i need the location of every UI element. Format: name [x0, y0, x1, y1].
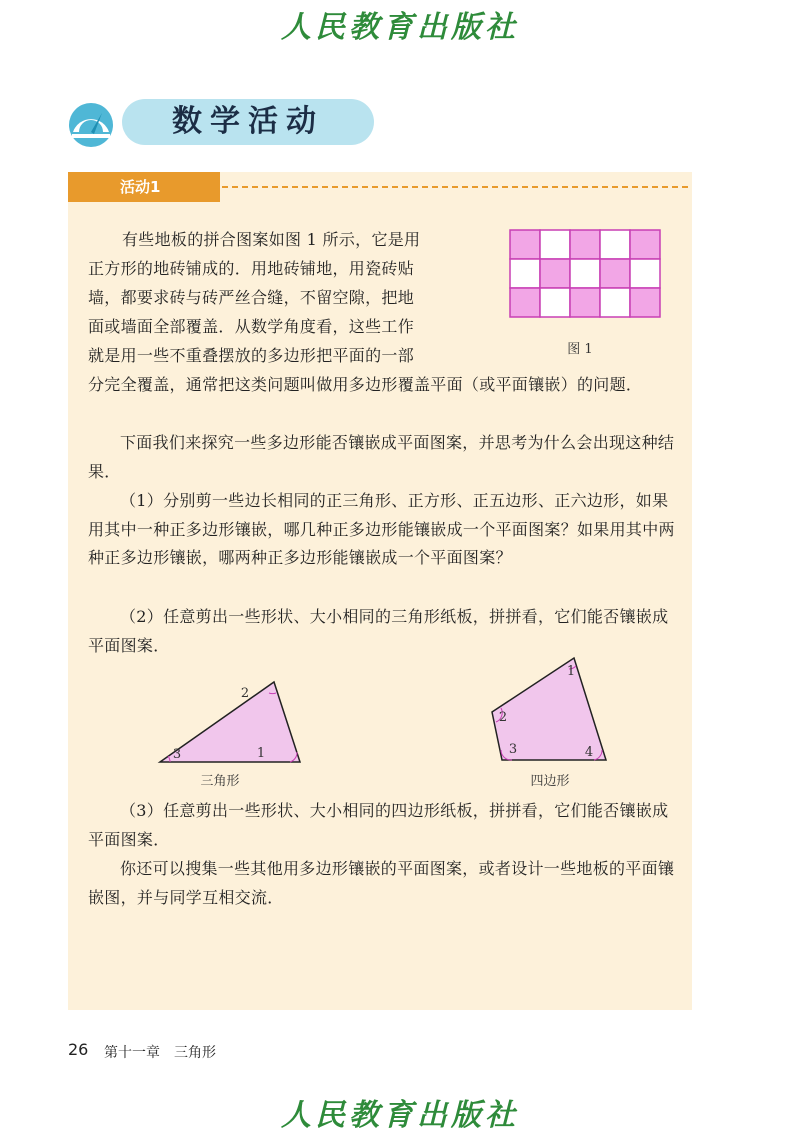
intro-continued: 分完全覆盖，通常把这类问题叫做用多边形覆盖平面（或平面镶嵌）的问题．	[88, 375, 643, 394]
quad-angle-3: 3	[508, 742, 518, 757]
intro-line-1: 有些地板的拼合图案如图 1 所示，它是用	[122, 230, 421, 249]
floor-tile	[510, 288, 540, 317]
task-3: （3）任意剪出一些形状、大小相同的四边形纸板，拼拼看，它们能否镶嵌成平面图案．	[88, 801, 669, 849]
intro-line-4: 面或墙面全部覆盖．从数学角度看，这些工作	[88, 317, 415, 336]
quad-angle-2: 2	[498, 710, 508, 725]
task-1: （1）分别剪一些边长相同的正三角形、正方形、正五边形、正六边形，如果用其中一种正多边形镶嵌，哪几种正多边形能镶嵌成一个平面图案？如果用其中两种正多边形镶嵌，哪两种正多边形能镶嵌成一个平面图案？	[88, 491, 675, 567]
floor-tile	[630, 259, 660, 288]
chapter-title: 三角形	[174, 1045, 216, 1061]
activity-icon	[66, 98, 116, 148]
chapter-label: 第十一章	[104, 1045, 160, 1061]
intro-line-3: 墙，都要求砖与砖严丝合缝，不留空隙，把地	[88, 288, 415, 307]
section-title: 数学活动	[172, 104, 324, 139]
floor-tile	[570, 288, 600, 317]
floor-tile	[510, 259, 540, 288]
quad-angle-4: 4	[584, 745, 594, 760]
intro-line-2: 正方形的地砖铺成的．用地砖铺地，用瓷砖贴	[88, 259, 415, 278]
floor-tile	[540, 230, 570, 259]
floor-tile	[570, 259, 600, 288]
floor-tile	[600, 288, 630, 317]
publisher-logo-bottom: 人民教育出版社	[281, 1098, 519, 1133]
floor-tile	[600, 230, 630, 259]
explore-paragraph: 下面我们来探究一些多边形能否镶嵌成平面图案，并思考为什么会出现这种结果．	[88, 433, 675, 481]
floor-tile	[630, 230, 660, 259]
floor-tile	[600, 259, 630, 288]
floor-tile	[510, 230, 540, 259]
floor-tile	[540, 288, 570, 317]
triangle-caption: 三角形	[200, 774, 240, 789]
activity-tab: 活动1	[68, 172, 220, 202]
figure-1-caption: 图 1	[567, 342, 593, 357]
triangle-angle-3: 3	[172, 747, 182, 762]
closing-paragraph: 你还可以搜集一些其他用多边形镶嵌的平面图案，或者设计一些地板的平面镶嵌图，并与同学互相交流．	[88, 859, 675, 907]
floor-tile	[570, 230, 600, 259]
floor-tile	[540, 259, 570, 288]
tab-divider	[222, 186, 688, 188]
figure-1-tile-grid	[508, 228, 662, 320]
page-number: 26	[68, 1040, 89, 1059]
triangle-angle-1: 1	[256, 746, 266, 761]
quadrilateral-caption: 四边形	[530, 774, 570, 789]
task-2: （2）任意剪出一些形状、大小相同的三角形纸板，拼拼看，它们能否镶嵌成平面图案．	[88, 607, 669, 655]
section-title-pill	[122, 99, 374, 145]
intro-line-5: 就是用一些不重叠摆放的多边形把平面的一部	[88, 346, 415, 365]
publisher-logo-top: 人民教育出版社	[281, 10, 519, 45]
quad-angle-1: 1	[566, 664, 576, 679]
floor-tile	[630, 288, 660, 317]
triangle-angle-2: 2	[240, 686, 250, 701]
